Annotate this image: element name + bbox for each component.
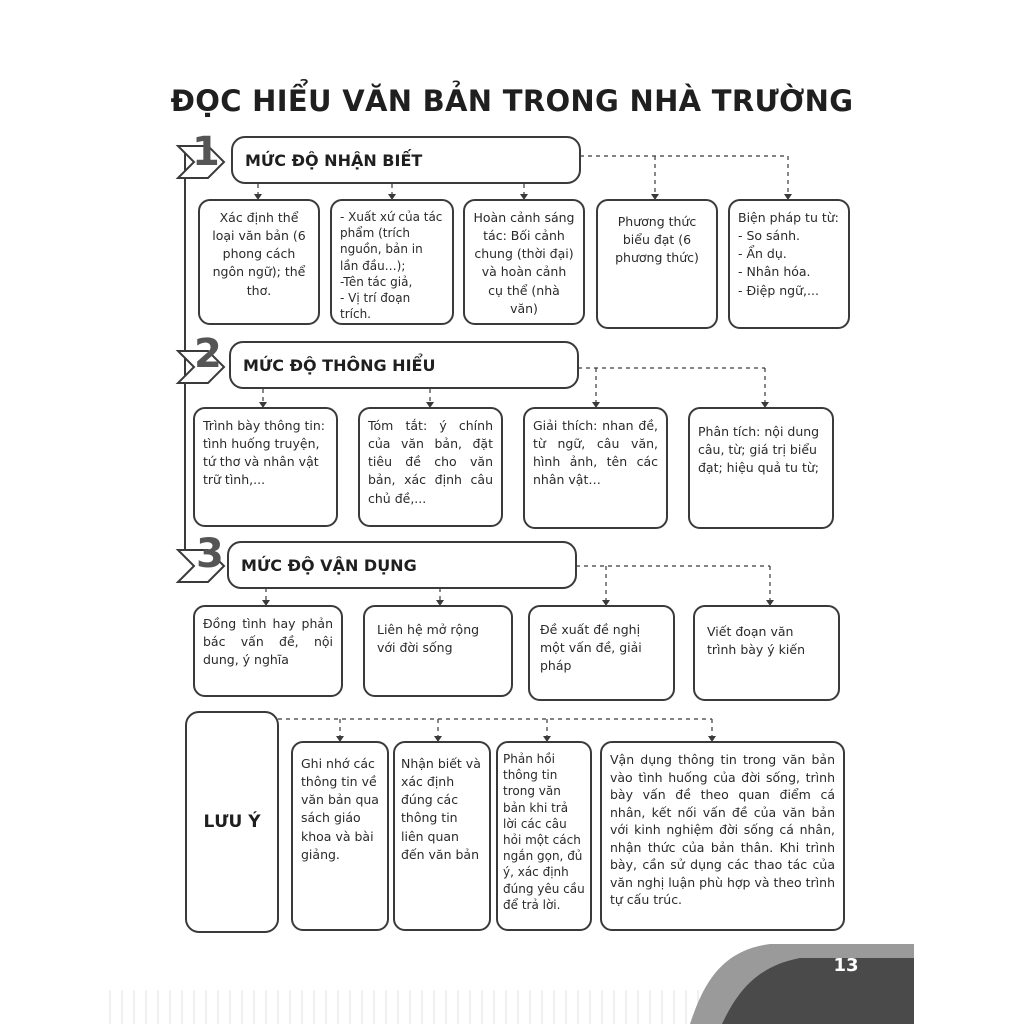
level-2-item-3: Giải thích: nhan đề, từ ngữ, câu văn, hình ảnh, tên các nhân vật…	[523, 407, 668, 529]
level-1-item-3: Hoàn cảnh sáng tác: Bối cảnh chung (thời đại) và hoàn cảnh cụ thể (nhà văn)	[463, 199, 585, 325]
note-item-4: Vận dụng thông tin trong văn bản vào tình huống của đời sống, trình bày vấn đề theo quan điểm cá nhân, kết nối vấn đề của văn bản với kinh nghiệm đời sống cá nhân, nhận thức của bản thân. Khi trình bày, cần sử dụng các thao tác của văn nghị luận phù hợp và theo trình tự cấu trúc.	[600, 741, 845, 931]
level-3-header	[227, 541, 577, 589]
level-3-item-2: Liên hệ mở rộng với đời sống	[363, 605, 513, 697]
note-item-1: Ghi nhớ các thông tin về văn bản qua sách giáo khoa và bài giảng.	[291, 741, 389, 931]
level-2-item-2: Tóm tắt: ý chính của văn bản, đặt tiêu đề cho văn bản, xác định câu chủ đề,...	[358, 407, 503, 527]
note-label-box	[185, 711, 279, 933]
level-3-item-3: Đề xuất đề nghị một vấn đề, giải pháp	[528, 605, 675, 701]
level-1-label: MỨC ĐỘ NHẬN BIẾT	[245, 150, 423, 170]
level-3-item-1: Đồng tình hay phản bác vấn đề, nội dung, ý nghĩa	[193, 605, 343, 697]
level-2-header	[229, 341, 579, 389]
page-title: ĐỌC HIỂU VĂN BẢN TRONG NHÀ TRƯỜNG	[170, 84, 854, 118]
level-2-label: MỨC ĐỘ THÔNG HIỂU	[243, 355, 436, 375]
level-2-item-4: Phân tích: nội dung câu, từ; giá trị biểu đạt; hiệu quả tu từ;	[688, 407, 834, 529]
level-1-number: 1	[192, 129, 220, 175]
level-2-number: 2	[194, 331, 222, 377]
level-3-item-4: Viết đoạn văn trình bày ý kiến	[693, 605, 840, 701]
level-3-number: 3	[196, 531, 224, 577]
note-label: LƯU Ý	[203, 812, 261, 832]
level-1-item-2: - Xuất xứ của tác phẩm (trích nguồn, bản in lần đầu…); -Tên tác giả, - Vị trí đoạn trích.	[330, 199, 454, 325]
level-1-item-1: Xác định thể loại văn bản (6 phong cách ngôn ngữ); thể thơ.	[198, 199, 320, 325]
page-number: 13	[833, 955, 859, 976]
level-1-header	[231, 136, 581, 184]
note-item-2: Nhận biết và xác định đúng các thông tin liên quan đến văn bản	[393, 741, 491, 931]
note-item-3: Phản hồi thông tin trong văn bản khi trả lời các câu hỏi một cách ngắn gọn, đủ ý, xác định đúng yêu cầu để trả lời.	[496, 741, 592, 931]
level-2-item-1: Trình bày thông tin: tình huống truyện, tứ thơ và nhân vật trữ tình,...	[193, 407, 338, 527]
level-3-label: MỨC ĐỘ VẬN DỤNG	[241, 555, 417, 575]
level-1-item-5: Biện pháp tu từ: - So sánh. - Ẩn dụ. - Nhân hóa. - Điệp ngữ,...	[728, 199, 850, 329]
level-1-item-4: Phương thức biểu đạt (6 phương thức)	[596, 199, 718, 329]
